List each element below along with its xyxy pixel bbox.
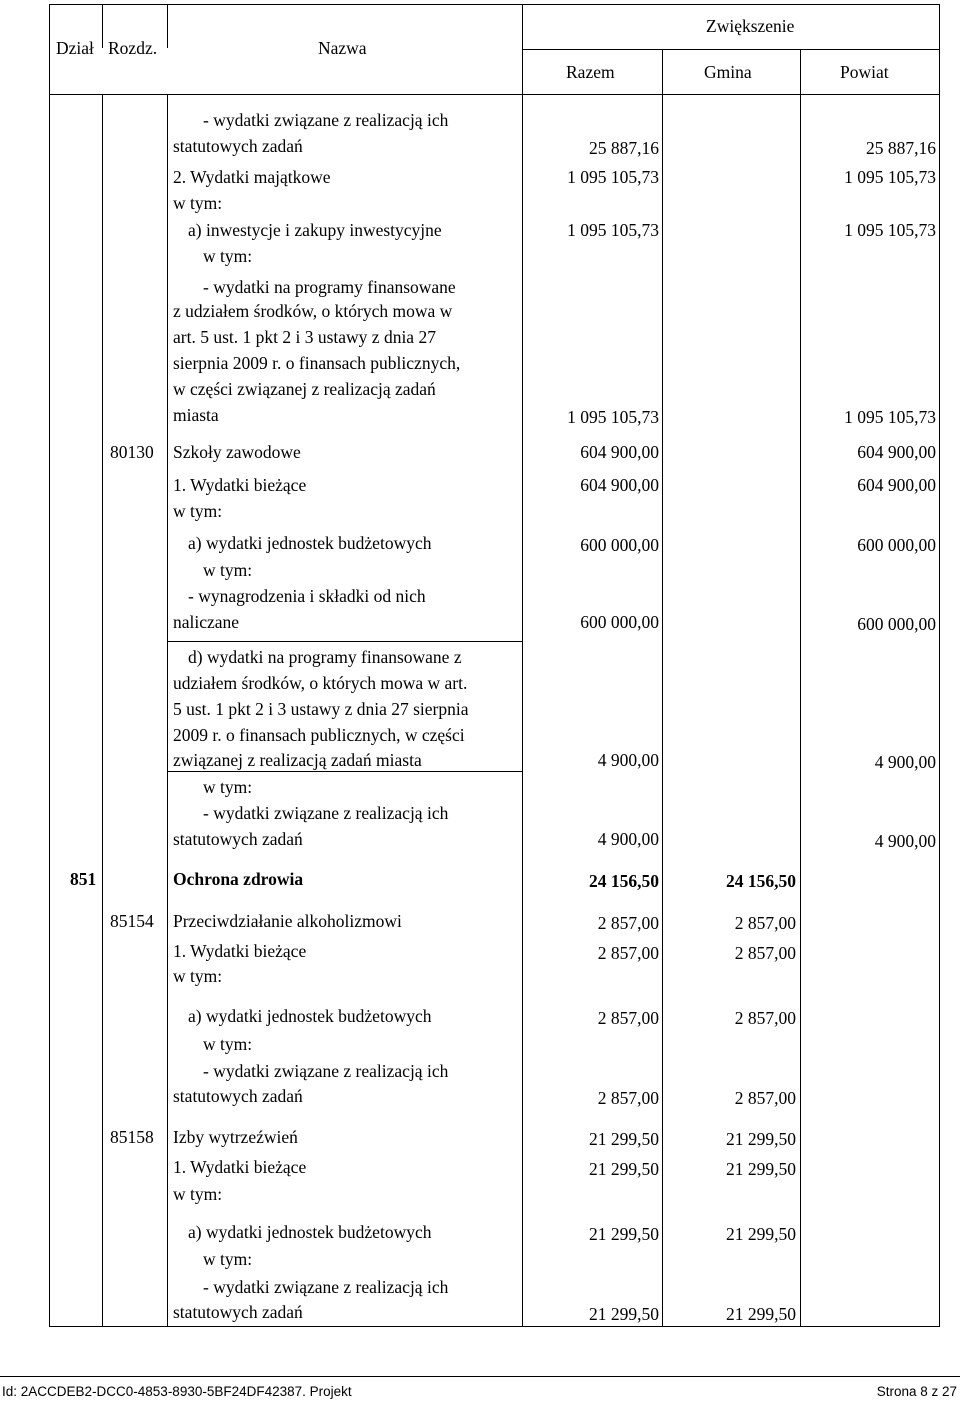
row-name: w tym:: [203, 560, 253, 580]
row-name-cont: statutowych zadań: [173, 1086, 303, 1106]
row-razem: 4 900,00: [597, 829, 659, 849]
row-gmina: 2 857,00: [734, 1088, 796, 1108]
row-powiat: 1 095 105,73: [844, 407, 936, 427]
row-razem: 600 000,00: [580, 612, 659, 632]
row-powiat: 604 900,00: [857, 442, 936, 462]
row-gmina: 2 857,00: [734, 943, 796, 963]
row-name-cont: miasta: [173, 405, 219, 425]
row-gmina: 21 299,50: [726, 1224, 796, 1244]
row-name-cont: statutowych zadań: [173, 829, 303, 849]
header-rozdz: Rozdz.: [108, 38, 158, 58]
row-name: a) wydatki jednostek budżetowych: [188, 1006, 432, 1026]
row-name: - wydatki związane z realizacją ich: [203, 1277, 449, 1297]
row-powiat: 4 900,00: [874, 831, 936, 851]
row-rozdz: 85154: [110, 911, 154, 931]
header-nazwa: Nazwa: [318, 38, 367, 58]
row-name: w tym:: [173, 966, 223, 986]
row-razem: 25 887,16: [589, 138, 659, 158]
header-zwiekszenie: Zwiększenie: [706, 16, 795, 36]
row-name: w tym:: [173, 501, 223, 521]
row-name-cont: art. 5 ust. 1 pkt 2 i 3 ustawy z dnia 27: [173, 327, 436, 347]
row-name: - wydatki związane z realizacją ich: [203, 110, 449, 130]
row-name: w tym:: [203, 246, 253, 266]
row-razem: 21 299,50: [589, 1129, 659, 1149]
row-razem: 604 900,00: [580, 442, 659, 462]
row-razem: 2 857,00: [597, 943, 659, 963]
row-name-cont: z udziałem środków, o których mowa w: [173, 301, 453, 321]
row-name: w tym:: [203, 777, 253, 797]
row-name: 1. Wydatki bieżące: [173, 941, 307, 961]
col-divider-rozdz-body: [102, 94, 103, 1327]
row-razem: 2 857,00: [597, 913, 659, 933]
row-razem: 2 857,00: [597, 1088, 659, 1108]
row-name-cont: 2009 r. o finansach publicznych, w części: [173, 725, 465, 745]
header-divider: [49, 94, 940, 95]
row-name: a) wydatki jednostek budżetowych: [188, 1222, 432, 1242]
row-powiat: 1 095 105,73: [844, 220, 936, 240]
row-razem: 1 095 105,73: [567, 407, 659, 427]
row-gmina: 2 857,00: [734, 1008, 796, 1028]
row-name-cont: naliczane: [173, 612, 240, 632]
row-razem: 24 156,50: [589, 871, 659, 891]
header-dzial: Dział: [56, 38, 94, 58]
row-razem: 1 095 105,73: [567, 167, 659, 187]
row-gmina: 21 299,50: [726, 1304, 796, 1324]
row-razem: 21 299,50: [589, 1304, 659, 1324]
row-name: Ochrona zdrowia: [173, 869, 304, 889]
row-razem: 2 857,00: [597, 1008, 659, 1028]
row-name-cont: sierpnia 2009 r. o finansach publicznych,: [173, 353, 461, 373]
row-powiat: 600 000,00: [857, 614, 936, 634]
row-powiat: 1 095 105,73: [844, 167, 936, 187]
row-name: - wydatki związane z realizacją ich: [203, 803, 449, 823]
row-name: a) inwestycje i zakupy inwestycyjne: [188, 220, 442, 240]
row-razem: 604 900,00: [580, 475, 659, 495]
col-divider-dzial: [102, 4, 103, 48]
row-name-cont: udziałem środków, o których mowa w art.: [173, 673, 468, 693]
col-divider-rozdz: [167, 4, 168, 48]
row-razem: 600 000,00: [580, 535, 659, 555]
row-dzial: 851: [70, 869, 97, 889]
row-name: Przeciwdziałanie alkoholizmowi: [173, 911, 402, 931]
row-gmina: 21 299,50: [726, 1129, 796, 1149]
row-name: - wydatki na programy finansowane: [203, 277, 456, 297]
footer-page: Strona 8 z 27: [876, 1384, 957, 1399]
row-rozdz: 80130: [110, 442, 154, 462]
footer-id: Id: 2ACCDEB2-DCC0-4853-8930-5BF24DF42387. Projekt: [2, 1384, 352, 1399]
row-name: Izby wytrzeźwień: [173, 1127, 298, 1147]
header-powiat: Powiat: [840, 62, 889, 82]
row-gmina: 21 299,50: [726, 1159, 796, 1179]
row-rozdz: 85158: [110, 1127, 154, 1147]
header-gmina: Gmina: [704, 62, 752, 82]
row-gmina: 24 156,50: [726, 871, 796, 891]
footer-rule: [0, 1376, 960, 1377]
row-powiat: 600 000,00: [857, 535, 936, 555]
row-razem: 4 900,00: [597, 750, 659, 770]
row-name: 1. Wydatki bieżące: [173, 1157, 307, 1177]
header-razem: Razem: [566, 62, 615, 82]
row-name-cont: 5 ust. 1 pkt 2 i 3 ustawy z dnia 27 sierpnia: [173, 699, 469, 719]
row-name: Szkoły zawodowe: [173, 442, 301, 462]
row-name: w tym:: [173, 1184, 223, 1204]
row-name: 2. Wydatki majątkowe: [173, 167, 331, 187]
row-name: - wydatki związane z realizacją ich: [203, 1061, 449, 1081]
row-name: a) wydatki jednostek budżetowych: [188, 533, 432, 553]
row-razem: 1 095 105,73: [567, 220, 659, 240]
header-subdivider: [522, 49, 940, 50]
row-name: w tym:: [203, 1034, 253, 1054]
row-powiat: 25 887,16: [866, 138, 936, 158]
row-name-cont: związanej z realizacją zadań miasta: [173, 750, 422, 770]
row-name-cont: w części związanej z realizacją zadań: [173, 379, 436, 399]
row-powiat: 4 900,00: [874, 752, 936, 772]
row-name: w tym:: [203, 1249, 253, 1269]
row-name-cont: statutowych zadań: [173, 1302, 303, 1322]
row-name-cont: statutowych zadań: [173, 136, 303, 156]
row-name: 1. Wydatki bieżące: [173, 475, 307, 495]
row-powiat: 604 900,00: [857, 475, 936, 495]
row-name: - wynagrodzenia i składki od nich: [188, 586, 426, 606]
row-gmina: 2 857,00: [734, 913, 796, 933]
row-name: d) wydatki na programy finansowane z: [188, 647, 462, 667]
row-name: w tym:: [173, 193, 223, 213]
col-divider-gmina: [800, 49, 801, 1327]
row-razem: 21 299,50: [589, 1159, 659, 1179]
row-razem: 21 299,50: [589, 1224, 659, 1244]
